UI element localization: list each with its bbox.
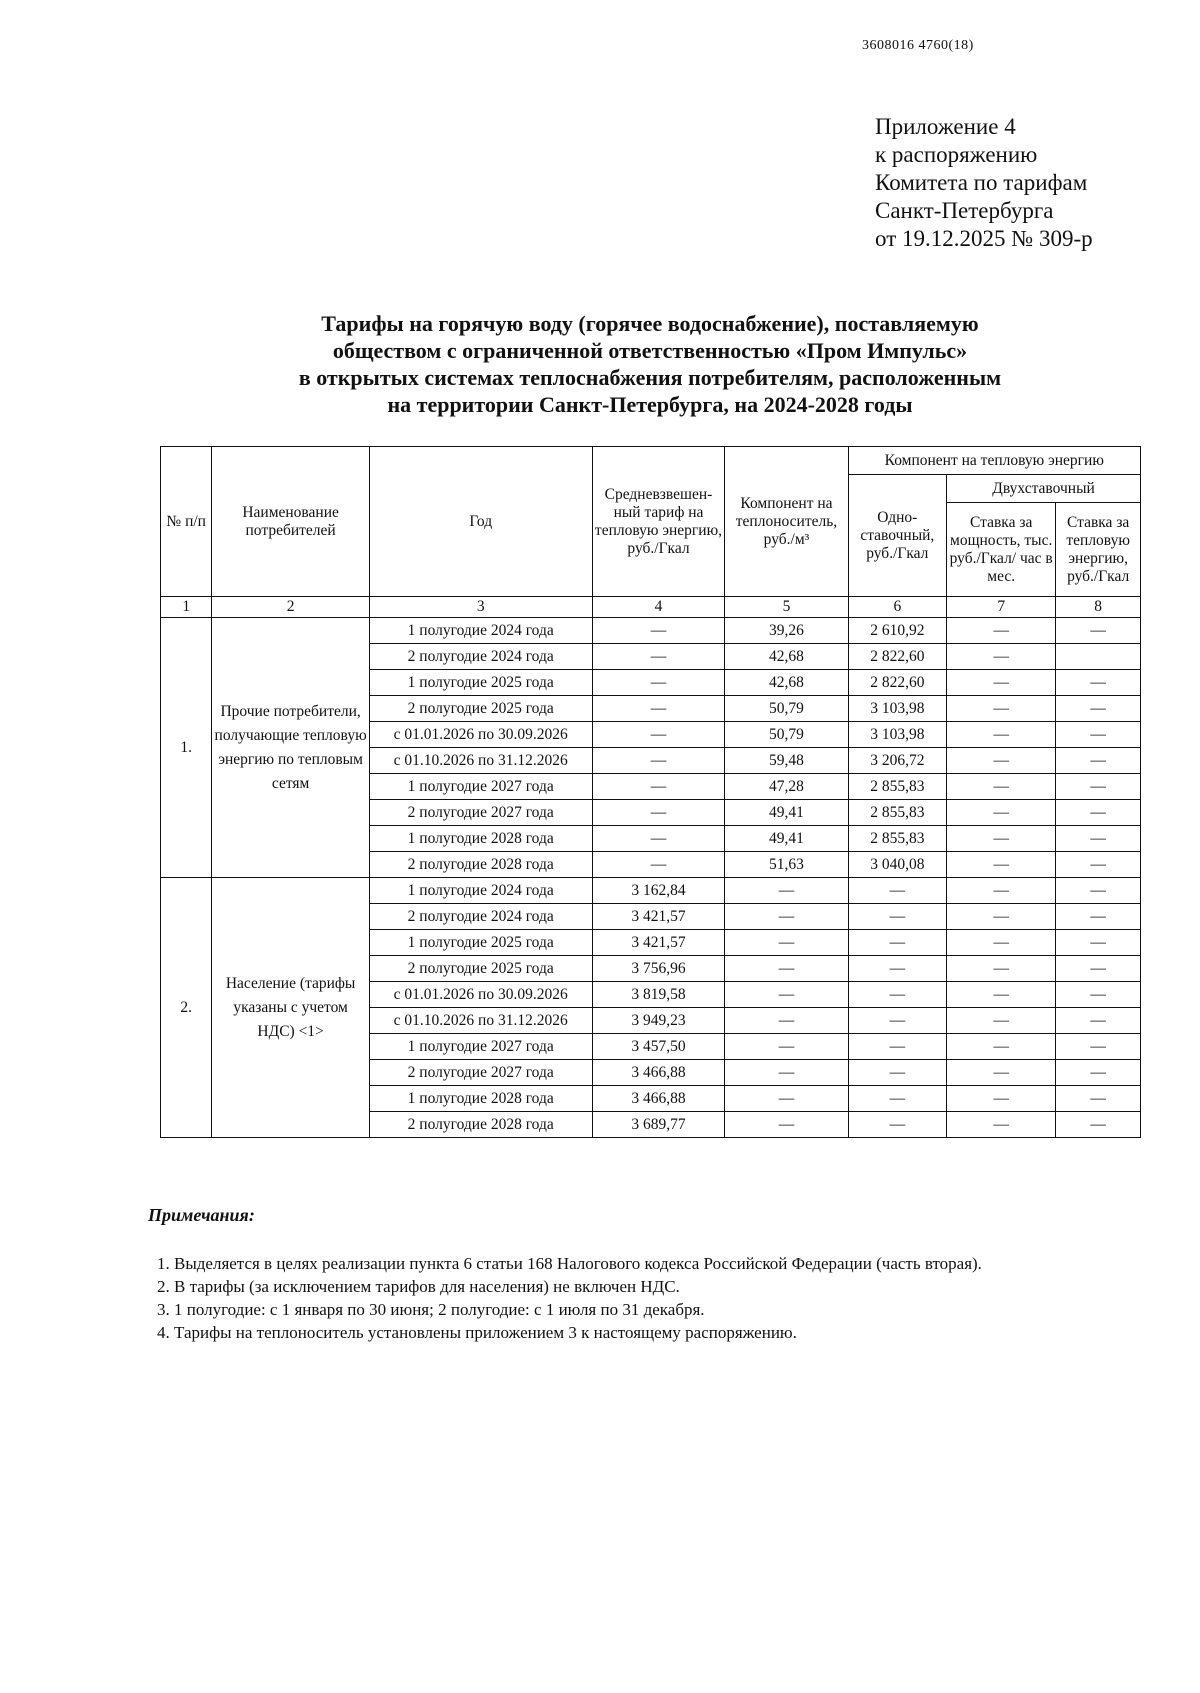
- cell-capacity-rate: —: [947, 774, 1056, 800]
- cell-single-rate: —: [848, 982, 947, 1008]
- cell-carrier: 59,48: [725, 748, 848, 774]
- cell-single-rate: —: [848, 1086, 947, 1112]
- notes-title: Примечания:: [148, 1205, 255, 1225]
- column-number: 2: [212, 597, 369, 618]
- cell-energy-rate: [1056, 644, 1141, 670]
- cell-avg-tariff: —: [592, 774, 725, 800]
- cell-energy-rate: —: [1056, 826, 1141, 852]
- cell-carrier: —: [725, 1086, 848, 1112]
- cell-single-rate: —: [848, 930, 947, 956]
- cell-energy-rate: —: [1056, 904, 1141, 930]
- cell-period: 1 полугодие 2025 года: [369, 930, 592, 956]
- note-item: 3. 1 полугодие: с 1 января по 30 июня; 2 полугодие: с 1 июля по 31 декабря.: [174, 1298, 1184, 1321]
- cell-avg-tariff: 3 949,23: [592, 1008, 725, 1034]
- cell-energy-rate: —: [1056, 670, 1141, 696]
- cell-period: 2 полугодие 2027 года: [369, 1060, 592, 1086]
- cell-period: 1 полугодие 2027 года: [369, 1034, 592, 1060]
- header-year: Год: [369, 447, 592, 597]
- cell-carrier: 49,41: [725, 826, 848, 852]
- column-numbers-row: [161, 597, 1141, 618]
- cell-period: с 01.01.2026 по 30.09.2026: [369, 982, 592, 1008]
- cell-carrier: —: [725, 956, 848, 982]
- header-two-rate: Двухставочный: [947, 475, 1141, 503]
- cell-single-rate: 2 822,60: [848, 670, 947, 696]
- cell-period: с 01.10.2026 по 31.12.2026: [369, 1008, 592, 1034]
- cell-carrier: 42,68: [725, 644, 848, 670]
- cell-energy-rate: —: [1056, 748, 1141, 774]
- cell-carrier: —: [725, 930, 848, 956]
- appendix-line: Комитета по тарифам: [875, 170, 1088, 195]
- cell-single-rate: —: [848, 1034, 947, 1060]
- cell-energy-rate: —: [1056, 1060, 1141, 1086]
- cell-energy-rate: —: [1056, 1112, 1141, 1138]
- cell-period: 1 полугодие 2025 года: [369, 670, 592, 696]
- cell-period: 2 полугодие 2024 года: [369, 644, 592, 670]
- cell-period: 1 полугодие 2028 года: [369, 826, 592, 852]
- cell-energy-rate: —: [1056, 956, 1141, 982]
- cell-avg-tariff: —: [592, 800, 725, 826]
- cell-avg-tariff: 3 819,58: [592, 982, 725, 1008]
- cell-capacity-rate: —: [947, 852, 1056, 878]
- cell-single-rate: 3 103,98: [848, 696, 947, 722]
- cell-period: с 01.01.2026 по 30.09.2026: [369, 722, 592, 748]
- cell-avg-tariff: 3 421,57: [592, 930, 725, 956]
- cell-capacity-rate: —: [947, 1086, 1056, 1112]
- header-name: Наименование потребителей: [212, 447, 369, 597]
- cell-energy-rate: —: [1056, 1086, 1141, 1112]
- column-number: 7: [947, 597, 1056, 618]
- cell-avg-tariff: 3 457,50: [592, 1034, 725, 1060]
- cell-capacity-rate: —: [947, 748, 1056, 774]
- cell-carrier: —: [725, 982, 848, 1008]
- cell-carrier: —: [725, 904, 848, 930]
- cell-single-rate: 2 855,83: [848, 826, 947, 852]
- cell-period: 2 полугодие 2025 года: [369, 696, 592, 722]
- note-item: 4. Тарифы на теплоноситель установлены приложением 3 к настоящему распоряжению.: [174, 1321, 1184, 1344]
- title-line: в открытых системах теплоснабжения потребителям, расположенным: [298, 365, 1002, 390]
- document-title: [160, 310, 1140, 418]
- cell-period: 2 полугодие 2028 года: [369, 1112, 592, 1138]
- cell-capacity-rate: —: [947, 644, 1056, 670]
- cell-capacity-rate: —: [947, 826, 1056, 852]
- cell-capacity-rate: —: [947, 696, 1056, 722]
- cell-single-rate: —: [848, 878, 947, 904]
- header-carrier: Компонент на теплоноситель, руб./м³: [725, 447, 848, 597]
- cell-carrier: 49,41: [725, 800, 848, 826]
- cell-energy-rate: —: [1056, 1034, 1141, 1060]
- cell-capacity-rate: —: [947, 930, 1056, 956]
- cell-energy-rate: —: [1056, 1008, 1141, 1034]
- cell-avg-tariff: —: [592, 670, 725, 696]
- table-row: [161, 878, 1141, 904]
- appendix-line: к распоряжению: [875, 142, 1038, 167]
- cell-carrier: —: [725, 878, 848, 904]
- cell-carrier: 50,79: [725, 722, 848, 748]
- group-number: 1.: [161, 618, 212, 878]
- cell-period: 1 полугодие 2028 года: [369, 1086, 592, 1112]
- appendix-line: от 19.12.2025 № 309-р: [875, 226, 1093, 251]
- cell-energy-rate: —: [1056, 722, 1141, 748]
- note-item: 2. В тарифы (за исключением тарифов для населения) не включен НДС.: [174, 1275, 1184, 1298]
- cell-capacity-rate: —: [947, 878, 1056, 904]
- cell-single-rate: 2 822,60: [848, 644, 947, 670]
- cell-capacity-rate: —: [947, 982, 1056, 1008]
- cell-period: 2 полугодие 2028 года: [369, 852, 592, 878]
- cell-carrier: 39,26: [725, 618, 848, 644]
- appendix-block: [875, 113, 1093, 253]
- cell-capacity-rate: —: [947, 1060, 1056, 1086]
- column-number: 1: [161, 597, 212, 618]
- tariff-table: [160, 446, 1141, 1138]
- cell-single-rate: —: [848, 904, 947, 930]
- cell-period: 1 полугодие 2024 года: [369, 618, 592, 644]
- group-name: Прочие потребители, получающие тепловую энергию по тепловым сетям: [212, 618, 369, 878]
- cell-avg-tariff: —: [592, 644, 725, 670]
- column-number: 8: [1056, 597, 1141, 618]
- cell-avg-tariff: 3 689,77: [592, 1112, 725, 1138]
- cell-carrier: —: [725, 1008, 848, 1034]
- cell-energy-rate: —: [1056, 774, 1141, 800]
- cell-single-rate: —: [848, 1008, 947, 1034]
- cell-carrier: —: [725, 1060, 848, 1086]
- cell-avg-tariff: —: [592, 748, 725, 774]
- cell-energy-rate: —: [1056, 696, 1141, 722]
- cell-capacity-rate: —: [947, 1112, 1056, 1138]
- cell-energy-rate: —: [1056, 878, 1141, 904]
- cell-capacity-rate: —: [947, 722, 1056, 748]
- cell-period: 2 полугодие 2027 года: [369, 800, 592, 826]
- column-number: 4: [592, 597, 725, 618]
- column-number: 5: [725, 597, 848, 618]
- cell-single-rate: 3 103,98: [848, 722, 947, 748]
- header-energy-rate: Ставка за тепловую энергию, руб./Гкал: [1056, 503, 1141, 597]
- cell-avg-tariff: 3 162,84: [592, 878, 725, 904]
- cell-capacity-rate: —: [947, 904, 1056, 930]
- document-id: 3608016 4760(18): [862, 38, 974, 53]
- header-heat-component: Компонент на тепловую энергию: [848, 447, 1140, 475]
- group-number: 2.: [161, 878, 212, 1138]
- cell-period: 1 полугодие 2024 года: [369, 878, 592, 904]
- cell-avg-tariff: —: [592, 696, 725, 722]
- header-num: № п/п: [161, 447, 212, 597]
- cell-period: с 01.10.2026 по 31.12.2026: [369, 748, 592, 774]
- cell-energy-rate: —: [1056, 982, 1141, 1008]
- cell-avg-tariff: 3 466,88: [592, 1086, 725, 1112]
- cell-capacity-rate: —: [947, 1034, 1056, 1060]
- title-line: на территории Санкт-Петербурга, на 2024-2028 годы: [387, 392, 913, 417]
- cell-single-rate: —: [848, 956, 947, 982]
- cell-period: 1 полугодие 2027 года: [369, 774, 592, 800]
- cell-period: 2 полугодие 2025 года: [369, 956, 592, 982]
- cell-energy-rate: —: [1056, 852, 1141, 878]
- table-header: [161, 447, 1141, 618]
- cell-single-rate: 2 855,83: [848, 800, 947, 826]
- column-number: 3: [369, 597, 592, 618]
- cell-energy-rate: —: [1056, 618, 1141, 644]
- note-item: 1. Выделяется в целях реализации пункта 6 статьи 168 Налогового кодекса Российской Федерации (часть вторая).: [174, 1252, 1184, 1275]
- cell-capacity-rate: —: [947, 618, 1056, 644]
- cell-capacity-rate: —: [947, 956, 1056, 982]
- table-row: [161, 618, 1141, 644]
- header-capacity-rate: Ставка за мощность, тыс. руб./Гкал/ час в мес.: [947, 503, 1056, 597]
- cell-period: 2 полугодие 2024 года: [369, 904, 592, 930]
- header-single-rate: Одно-ставочный, руб./Гкал: [848, 475, 947, 597]
- cell-carrier: 50,79: [725, 696, 848, 722]
- group-name: Население (тарифы указаны с учетом НДС) <1>: [212, 878, 369, 1138]
- cell-single-rate: 2 610,92: [848, 618, 947, 644]
- cell-carrier: 51,63: [725, 852, 848, 878]
- notes-list: [148, 1252, 1184, 1344]
- cell-single-rate: —: [848, 1060, 947, 1086]
- cell-carrier: 47,28: [725, 774, 848, 800]
- cell-carrier: —: [725, 1034, 848, 1060]
- cell-carrier: 42,68: [725, 670, 848, 696]
- table-body: [161, 618, 1141, 1138]
- cell-capacity-rate: —: [947, 1008, 1056, 1034]
- cell-avg-tariff: 3 466,88: [592, 1060, 725, 1086]
- cell-energy-rate: —: [1056, 800, 1141, 826]
- cell-capacity-rate: —: [947, 800, 1056, 826]
- cell-avg-tariff: 3 756,96: [592, 956, 725, 982]
- cell-avg-tariff: —: [592, 826, 725, 852]
- cell-carrier: —: [725, 1112, 848, 1138]
- cell-avg-tariff: 3 421,57: [592, 904, 725, 930]
- cell-avg-tariff: —: [592, 852, 725, 878]
- appendix-line: Санкт-Петербурга: [875, 198, 1054, 223]
- appendix-line: Приложение 4: [875, 114, 1016, 139]
- cell-single-rate: 3 206,72: [848, 748, 947, 774]
- title-line: обществом с ограниченной ответственностью «Пром Импульс»: [332, 338, 968, 363]
- cell-capacity-rate: —: [947, 670, 1056, 696]
- cell-single-rate: 2 855,83: [848, 774, 947, 800]
- title-line: Тарифы на горячую воду (горячее водоснабжение), поставляемую: [321, 311, 979, 336]
- cell-avg-tariff: —: [592, 618, 725, 644]
- column-number: 6: [848, 597, 947, 618]
- cell-single-rate: —: [848, 1112, 947, 1138]
- cell-avg-tariff: —: [592, 722, 725, 748]
- cell-single-rate: 3 040,08: [848, 852, 947, 878]
- cell-energy-rate: —: [1056, 930, 1141, 956]
- header-avg-tariff: Средневзвешен-ный тариф на тепловую энергию, руб./Гкал: [592, 447, 725, 597]
